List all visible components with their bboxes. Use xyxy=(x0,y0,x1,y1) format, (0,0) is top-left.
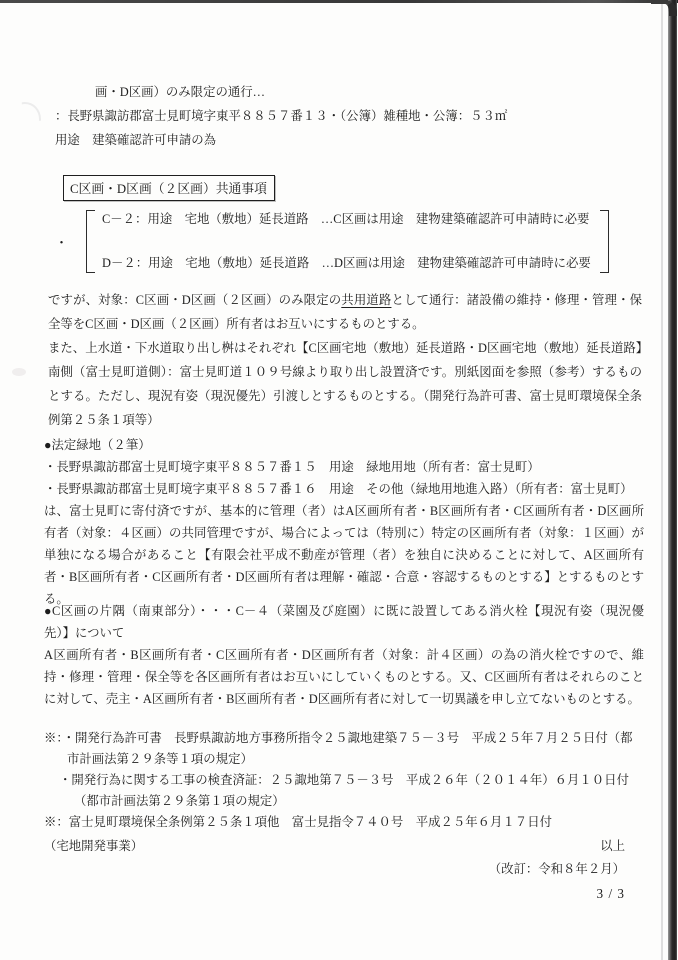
footer-revision-row xyxy=(44,859,625,880)
green-space-parcel-1: ・長野県諏訪郡富士見町境字東平８８５７番１５ 用途 緑地用地（所有者：富士見町） xyxy=(44,460,540,474)
intro-line-continuation: 画・D区画）のみ限定の通行… xyxy=(95,85,266,99)
footer-page-number-row xyxy=(44,883,629,904)
note-inspection-line-2: （都市計画法第２９条第１項の規定） xyxy=(74,794,285,808)
common-matters-list xyxy=(55,206,609,277)
green-space-section xyxy=(44,434,644,610)
green-space-body: は、富士見町に寄付済ですが、基本的に管理（者）はA区画所有者・B区画所有者・C区画所有者・D区画所有者（対象：４区画）の共同管理ですが、場合によっては（特別に）特定の区画所有者（対象：１区画）が単独になる場合があること【有限会社平成不動産が管理（者）を独自に決めることに対して、A区画所有者・B区画所有者・C区画所有者・D区画所有者は理解・確認・合意・容認するものとする】とするものとする。 xyxy=(44,504,644,606)
footer-project-label: （宅地開発事業） xyxy=(44,839,144,853)
item-c2: C－２：用途 宅地（敷地）延長道路 …C区画は用途 建物建築確認許可申請時に必要 xyxy=(102,212,590,226)
item-d2: D－２：用途 宅地（敷地）延長道路 …D区画は用途 建物建築確認許可申請時に必要 xyxy=(102,256,591,270)
shared-road-paragraph xyxy=(48,288,642,432)
footer-closing: 以上 xyxy=(600,839,625,853)
intro-block xyxy=(0,80,507,152)
scan-edge-corner xyxy=(651,0,677,16)
intro-line-address: ：長野県諏訪郡富士見町境字東平８８５７番１３・（公簿）雑種地・公簿：５３㎡ xyxy=(55,109,508,123)
list-bullet: ・ xyxy=(55,235,69,250)
reference-notes xyxy=(44,728,644,833)
note-permit-line-2: 市計画法第２９条等１項の規定） xyxy=(67,752,253,766)
note-ordinance: ※：富士見町環境保全条例第２５条１項他 富士見指令７４０号 平成２５年６月１７日付 xyxy=(44,815,553,829)
intro-line-usage: 用途 建築確認許可申請の為 xyxy=(55,133,217,147)
common-matters-heading: C区画・D区画（２区画）共通事項 xyxy=(63,175,275,201)
shared-road-underlined-term: 共用道路 xyxy=(341,293,392,307)
right-bracket xyxy=(600,210,609,273)
shared-road-text-pre: ですが、対象：C区画・D区画（２区画）のみ限定の xyxy=(48,293,342,307)
footer-project-row xyxy=(44,836,625,857)
note-inspection-line-1: ・開発行為に関する工事の検査済証：２５諏地第７５－３号 平成２６年（２０１４年）６月１０日付 xyxy=(59,773,629,787)
left-bracket xyxy=(86,210,95,273)
footer-revision: （改訂：令和８年２月） xyxy=(488,862,625,876)
shared-road-sentence-1 xyxy=(48,288,642,336)
scan-edge-top xyxy=(0,0,678,3)
page-number: 3 / 3 xyxy=(596,886,625,901)
green-space-parcel-2: ・長野県諏訪郡富士見町境字東平８８５７番１６ 用途 その他（緑地用地進入路）（所有者：富士見町） xyxy=(44,482,633,496)
fire-hydrant-section xyxy=(44,600,644,710)
shared-road-text-post: として通行：諸設備の維持・修理・管理・保全等をC区画・D区画（２区画）所有者はお互いにするものとする。 xyxy=(48,293,643,331)
scan-edge-right-light xyxy=(661,0,663,960)
fire-hydrant-heading: ●C区画の片隅（南東部分）・・・C－４（菜園及び庭園）に既に設置してある消火栓【現況有姿（現況優先）】について xyxy=(44,604,644,640)
green-space-heading: ●法定緑地（２筆） xyxy=(44,438,151,452)
bracket-items xyxy=(102,206,591,277)
fire-hydrant-body: A区画所有者・B区画所有者・C区画所有者・D区画所有者（対象：計４区画）の為の消火栓ですので、維持・修理・管理・保全等を各区画所有者はお互いにしていくものとする。又、C区画所有者はそれらのことに対して、売主・A区画所有者・B区画所有者・D区画所有者に対して一切異議を申し立てないものとする。 xyxy=(44,648,644,706)
scan-edge-right xyxy=(668,0,677,960)
scan-smudge xyxy=(12,368,26,376)
note-permit-line-1: ※：・開発行為許可書 長野県諏訪地方事務所指令２５諏地建築７５－３号 平成２５年７月２５日付（都 xyxy=(44,731,633,745)
shared-road-sentence-2: また、上水道・下水道取り出し桝はそれぞれ【C区画宅地（敷地）延長道路・D区画宅地（敷地）延長道路】南側（富士見町道側）：富士見町道１０９号線より取り出し設置済です。別紙図面を参照（参考）するものとする。ただし、現況有姿（現況優先）引渡しとするものとする。（開発行為許可書、富士見町環境保全条例第２５条１項等） xyxy=(48,341,642,427)
